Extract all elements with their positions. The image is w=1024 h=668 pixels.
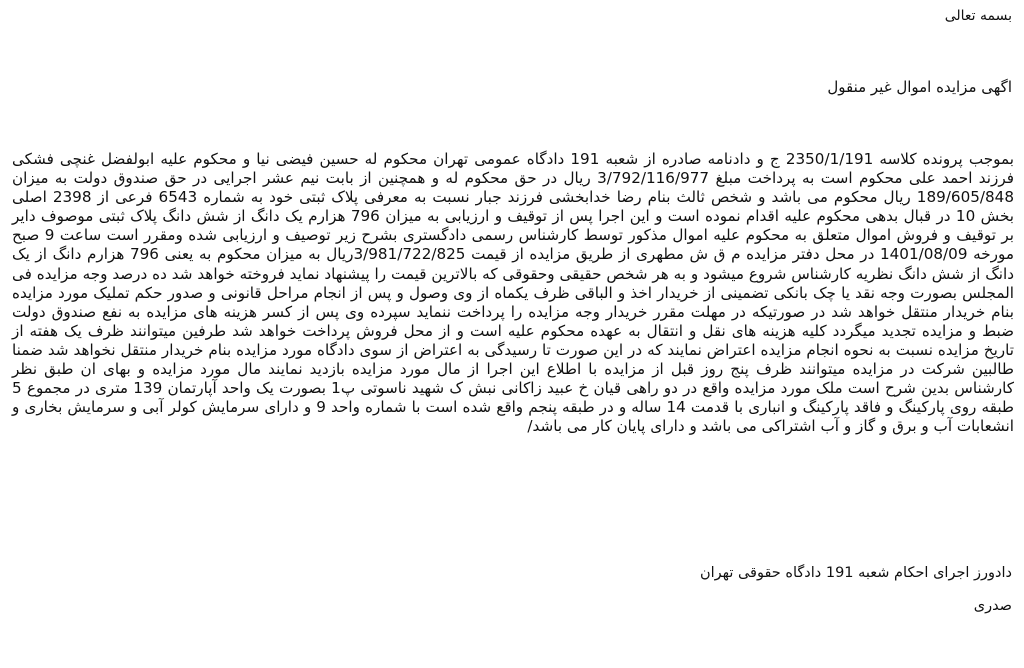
issuer-name: صدری	[973, 598, 1012, 614]
notice-title: اگهی مزایده اموال غیر منقول	[827, 78, 1012, 96]
basmala-heading: بسمه تعالی	[944, 8, 1012, 24]
signature-line: دادورز اجرای احکام شعبه 191 دادگاه حقوقی تهران	[699, 565, 1012, 581]
notice-body: بموجب پرونده کلاسه 2350/1/191 ج و دادنامه صادره از شعبه 191 دادگاه عمومی تهران محکوم له حسین فیضی نیا و محکوم علیه ابولفضل غنچی فشکی فرزند احمد علی محکوم است به پرداخت مبلغ 3/792/116/977 ریال در حق محکوم له و همچنین از بابت نیم عشر اجرایی در حق صندوق دولت به میزان 189/605/848 ریال محکوم می باشد و شخص ثالث بنام رضا خدابخشی فرزند جبار نسبت به معرفی پلاک ثبتی خود به شماره 6543 فرعی از 2398 اصلی بخش 10 در قبال بدهی محکوم علیه اقدام نموده است و این اجرا پس از توقیف و ارزیابی به میزان 796 هزارم یک دانگ از شش دانگ پلاک ثبتی موصوف دایر بر توقیف و فروش اموال متعلق به محکوم علیه اموال مذکور توسط کارشناس رسمی دادگستری بشرح زیر توصیف و ارزیابی شده ومقرر است ساعت 9 صبح مورخه 1401/08/09 در محل دفتر مزایده م ق ش مطهری از طریق مزایده از قیمت 3/981/722/825ریال به میزان محکوم به یعنی 796 هزارم دانگ از یک دانگ از شش دانگ نظریه کارشناس شروع میشود و به هر شخص حقیقی وحقوقی که بالاترین قیمت را پیشنهاد نماید فروخته خواهد شد ده درصد وجه مزایده فی المجلس بصورت وجه نقد یا چک بانکی تضمینی از خریدار اخذ و الباقی ظرف یکماه از وی وصول و پس از انجام مراحل قانونی و صدور حکم تملیک مورد مزایده بنام خریدار منتقل خواهد شد در صورتیکه در مهلت مقرر خریدار وجه مزایده را پرداخت ننماید سپرده وی پس از کسر هزینه های مزایده به نفع صندوق دولت ضبط و مزایده تجدید میگردد کلیه هزینه های نقل و انتقال به عهده محکوم علیه است و از محل فروش پرداخت خواهد شد طرفین میتوانند ظرف یک هفته از تاریخ مزایده نسبت به نحوه انجام مزایده اعتراض نمایند که در این صورت تا رسیدگی به اعتراض از سوی دادگاه مورد مزایده بنام خریدار منتقل نخواهد شد ضمنا طالبین شرکت در مزایده میتوانند ظرف پنج روز قبل از مزایده با اطلاع این اجرا از مال مورد مزایده بازدید نمایند مال مورد مزایده و بهای ان طبق نظر کارشناس بدین شرح است ملک مورد مزایده واقع در دو راهی قیان خ عبید زاکانی نبش ک شهید ناسوتی پ1 بصورت یک واحد آپارتمان 139 متری در مجموع 5 طبقه روی پارکینگ و فاقد پارکینگ و انباری با قدمت 14 ساله و در طبقه پنجم واقع شده است با شماره واحد 9 و دارای سرمایش کولر آبی و سرمایش بخاری و انشعابات آب و برق و گاز و آب اشتراکی می باشد و دارای پایان کار می باشد/	[12, 150, 1014, 436]
